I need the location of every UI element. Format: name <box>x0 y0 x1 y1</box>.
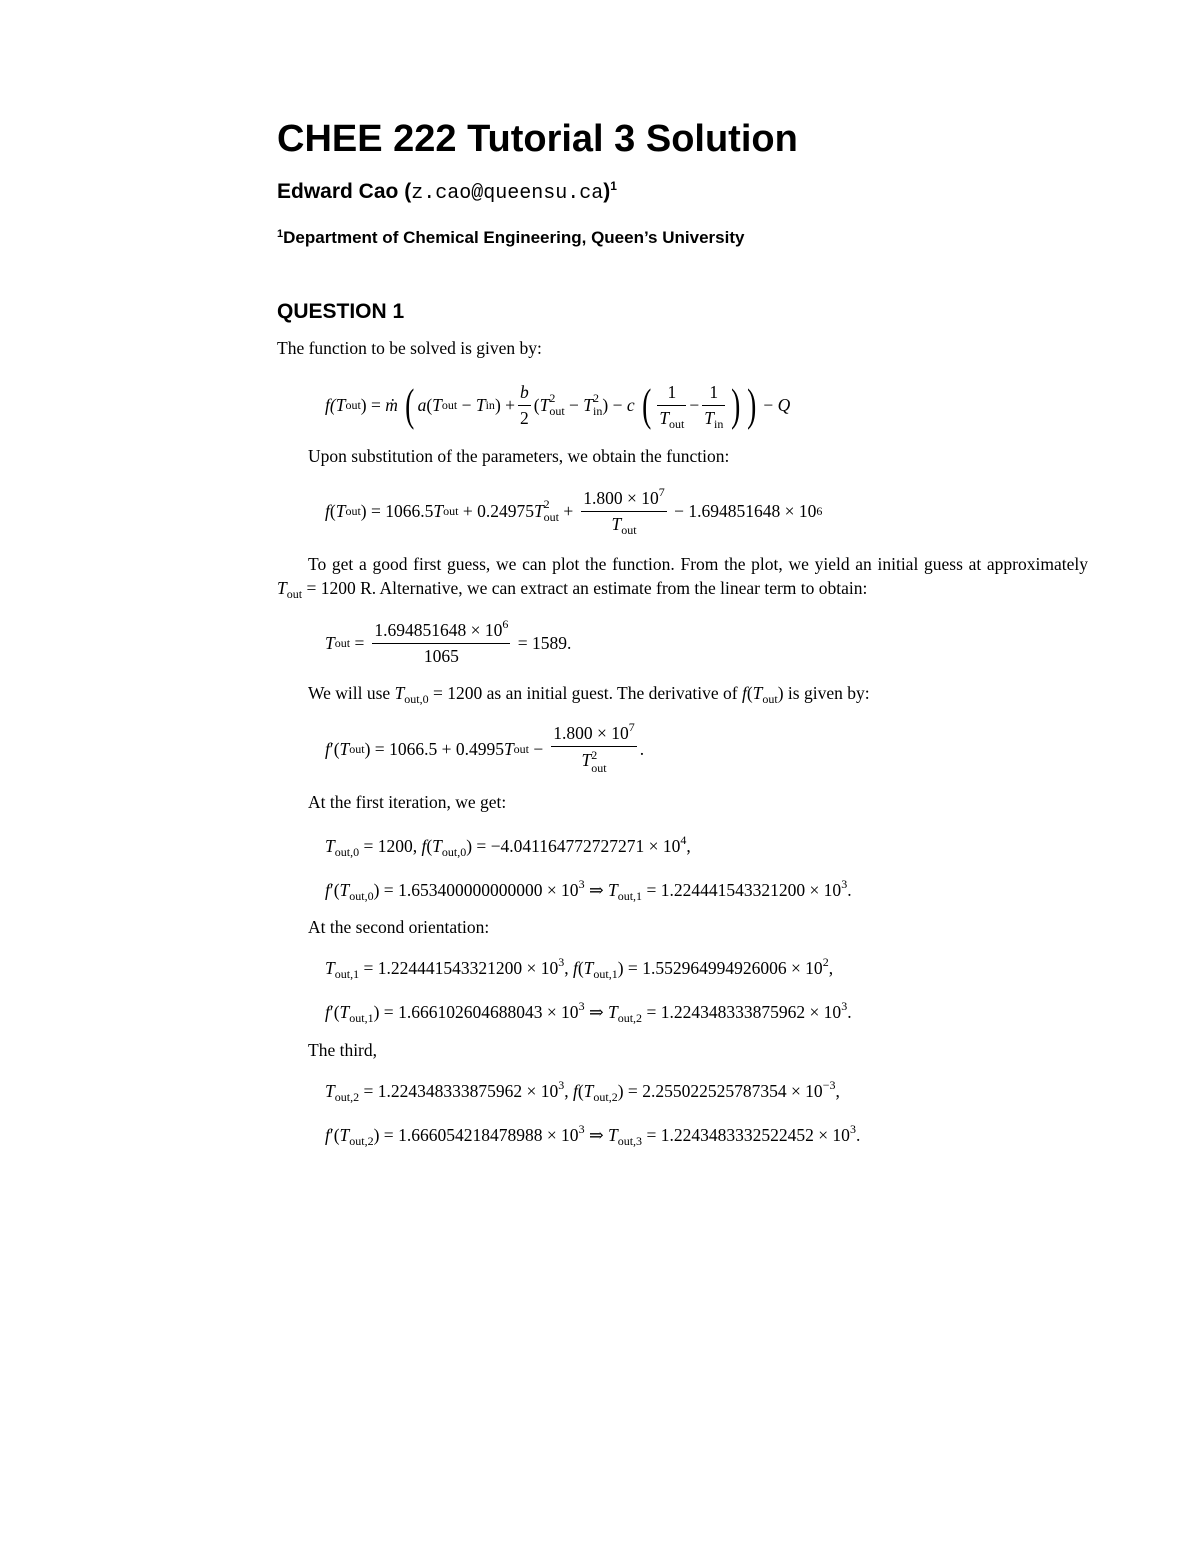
equation-substituted: f ( T out ) = 1066.5 T out + 0.24975 T 2 out + $\frac{1.800 \times 10^7}{T_{out}}$ − 1.694851648 × 10 6 <box>325 484 823 537</box>
paragraph-intro: The function to be solved is given by: <box>277 338 542 358</box>
author-superscript: 1 <box>610 179 617 193</box>
iteration-3-line-2: $f'(T_{out,2}) = 1.666054218478988 \times 10^3$ ⇒ $T_{out,3} = 1.2243483332522452 \times 10^3$. <box>325 1122 861 1148</box>
author-line <box>277 180 617 205</box>
iteration-2-line-1: $T_{out,1} = 1.224441543321200 \times 10^3$, $f(T_{out,1}) = 1.552964994926006 \times 10^2$, <box>325 955 834 981</box>
iteration-1-line-1: $T_{out,0} = 1200$, $f(T_{out,0}) = -4.041164772727271 \times 10^4$, <box>325 833 691 859</box>
affiliation-superscript: 1 <box>277 228 284 240</box>
iteration-2-line-2: $f'(T_{out,1}) = 1.666102604688043 \times 10^3$ ⇒ $T_{out,2} = 1.224348333875962 \times 10^3$. <box>325 999 852 1025</box>
author-name: Edward Cao ( <box>277 180 412 203</box>
affiliation <box>277 228 744 248</box>
paragraph-iteration-2: At the second orientation: <box>308 917 490 937</box>
section-heading: QUESTION 1 <box>277 300 405 323</box>
iteration-3-line-1: $T_{out,2} = 1.224348333875962 \times 10^3$, $f(T_{out,2}) = 2.255022525787354 \times 10^{-3}$, <box>325 1078 840 1104</box>
equation-function: f(T out ) = ṁ ( a ( T out − T in ) + $\frac{b}{2}$ ( T 2 out − T 2 in ) − c ( $\frac{1}{T_{out}}$ − $\frac{1}{T_{in}}$ ) ) − Q <box>325 379 791 431</box>
equation-derivative: f ′( T out ) = 1066.5 + 0.4995 T out − $1.800 \times 10^7$ T 2 out . <box>325 720 645 775</box>
author-email[interactable]: z.cao@queensu.ca <box>411 182 604 205</box>
affiliation-text: Department of Chemical Engineering, Queen’s University <box>283 228 745 247</box>
paragraph-iteration-1: At the first iteration, we get: <box>308 792 507 812</box>
paragraph-iteration-3: The third, <box>308 1040 378 1060</box>
paragraph-derivative: We will use $T_{out,0} = 1200$ as an initial guest. The derivative of $f(T_{out})$ is given by: <box>308 683 870 706</box>
equation-estimate: T out = $\frac{1.694851648 \times 10^6}{1065}$ = 1589. <box>325 616 572 666</box>
paragraph-first-guess: To get a good first guess, we can plot the function. From the plot, we yield an initial guess at approximately $T_{out} = 1200$ R. Alternative, we can extract an estimate from the linear term to obtain: <box>277 554 1088 601</box>
author-close: ) <box>603 180 611 203</box>
iteration-1-line-2: $f'(T_{out,0}) = 1.653400000000000 \times 10^3$ ⇒ $T_{out,1} = 1.224441543321200 \times 10^3$. <box>325 877 852 903</box>
paragraph-substitution: Upon substitution of the parameters, we obtain the function: <box>308 446 730 466</box>
page-title: CHEE 222 Tutorial 3 Solution <box>277 118 798 160</box>
